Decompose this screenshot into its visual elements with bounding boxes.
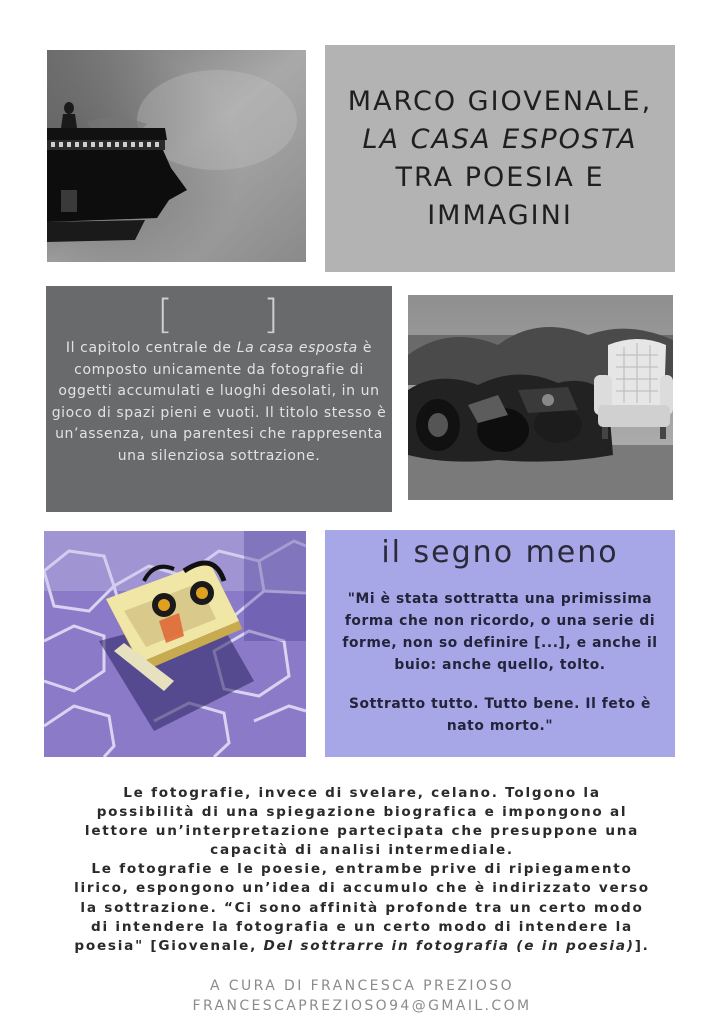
body-line: capacità di analisi intermediale. <box>210 842 514 859</box>
quote-text <box>331 588 669 754</box>
citation-title: Del sottrarre in fotografia (e in poesia) <box>263 937 635 954</box>
photo-junk-pile <box>408 295 673 500</box>
body-paragraph <box>40 784 684 956</box>
empty-brackets-symbol: [ ] <box>157 292 281 338</box>
floor-photo-image <box>44 531 306 757</box>
chapter-text-suffix: è composto unicamente da fotografie di oggetti accumulati e luoghi desolati, in un gioco di spazi pieni e vuoti. Il titolo stesso è un’assenza, una parentesi che rappresenta una silenziosa sottrazione. <box>51 340 387 464</box>
body-line: Le fotografie e le poesie, entrambe prive di ripiegamento <box>91 861 633 878</box>
chapter-description-box <box>46 286 392 512</box>
chapter-description-text <box>48 338 390 467</box>
body-line: lirico, espongono un’idea di accumulo che è indirizzato verso <box>74 880 650 897</box>
title-line-book: LA CASA ESPOSTA <box>362 123 638 155</box>
chapter-text-book-title: La casa esposta <box>236 340 358 356</box>
segno-meno-heading: il segno meno <box>381 535 619 570</box>
quote-paragraph-1: "Mi è stata sottratta una primissima forma che non ricordo, o una serie di forme, non so definire [...], e anche il buio: anche quello, tolto. <box>342 591 658 673</box>
chapter-text-prefix: Il capitolo centrale de <box>65 340 237 356</box>
body-line: possibilità di una spiegazione biografica e impongono al <box>96 804 628 821</box>
photo-hexagon-floor <box>44 531 306 757</box>
junk-photo-image <box>408 295 673 500</box>
body-line-citation <box>40 937 684 956</box>
body-line: lettore un’interpretazione partecipata che presuppone una <box>84 823 640 840</box>
credits <box>0 976 724 1016</box>
title-line-subtitle-2: IMMAGINI <box>427 199 573 231</box>
title-box <box>325 45 675 272</box>
contact-email[interactable]: FRANCESCAPREZIOSO94@GMAIL.COM <box>192 998 532 1014</box>
body-line: la sottrazione. “Ci sono affinità profonde tra un certo modo <box>80 899 644 916</box>
citation-prefix: poesia" [Giovenale, <box>74 937 264 954</box>
photo-mantel-shelf <box>47 50 306 262</box>
body-line: Le fotografie, invece di svelare, celano. Tolgono la <box>123 785 601 801</box>
quote-paragraph-2: Sottratto tutto. Tutto bene. Il feto è nato morto." <box>348 696 652 734</box>
body-line: di intendere la fotografia e un certo modo di intendere la <box>91 918 633 935</box>
title-line-subtitle-1: TRA POESIA E <box>395 161 605 193</box>
title-line-author: MARCO GIOVENALE, <box>347 85 653 117</box>
mantel-photo-image <box>47 50 306 262</box>
citation-suffix: ]. <box>634 937 650 954</box>
segno-meno-box <box>325 530 675 757</box>
curator-credit: A CURA DI FRANCESCA PREZIOSO <box>209 978 515 994</box>
